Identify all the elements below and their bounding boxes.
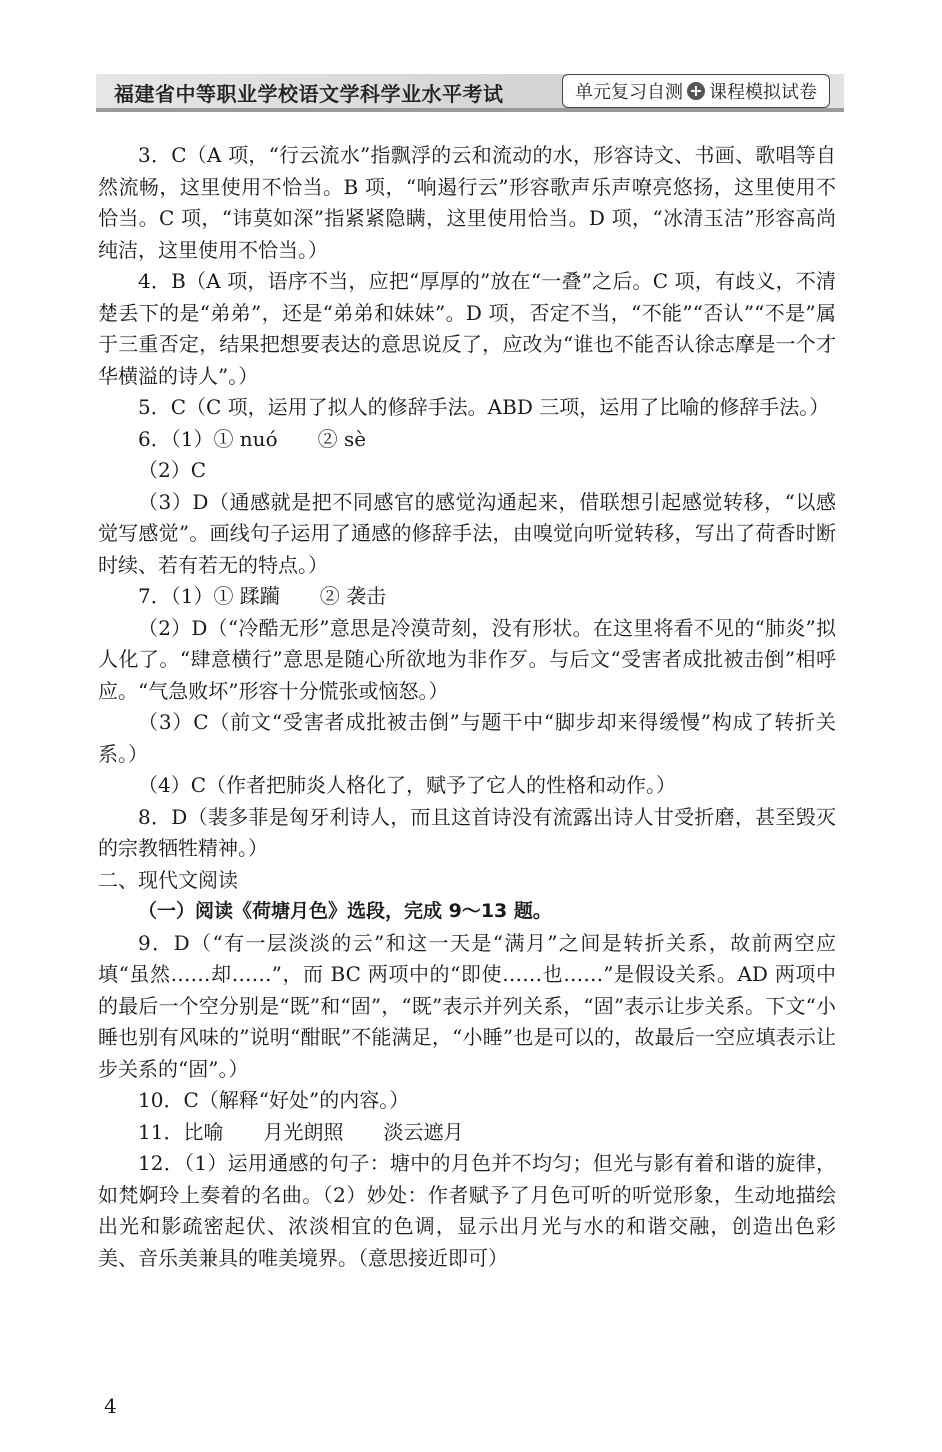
- answer-5: 5．C（C 项，运用了拟人的修辞手法。ABD 三项，运用了比喻的修辞手法。）: [138, 395, 830, 419]
- page-header: [96, 66, 844, 118]
- header-series-box: [562, 74, 830, 108]
- subsection-heading: （一）阅读《荷塘月色》选段，完成 9～13 题。: [138, 900, 552, 922]
- header-box-left: 单元复习自测: [575, 82, 683, 103]
- answer-6-3: （3）D（通感就是把不同感官的感觉沟通起来，借联想引起感觉转移，“以感觉写感觉”。画线句子运用了通感的修辞手法，由嗅觉向听觉转移，写出了荷香时断时续、若有若无的特点。）: [98, 489, 836, 577]
- answer-7-1: 7．（1）① 蹂躏 ② 袭击: [138, 584, 387, 608]
- answer-7-4: （4）C（作者把肺炎人格化了，赋予了它人的性格和动作。）: [138, 773, 677, 797]
- answer-7-2: （2）D（“冷酷无形”意思是冷漠苛刻，没有形状。在这里将看不见的“肺炎”拟人化了。“肆意横行”意思是随心所欲地为非作歹。与后文“受害者成批被击倒”相呼应。“气急败坏”形容十分慌张或恼怒。）: [98, 615, 836, 703]
- answer-3: 3．C（A 项，“行云流水”指飘浮的云和流动的水，形容诗文、书画、歌唱等自然流畅，这里使用不恰当。B 项，“响遏行云”形容歌声乐声嘹亮悠扬，这里使用不恰当。C 项，“讳莫如深”指紧紧隐瞒，这里使用恰当。D 项，“冰清玉洁”形容高尚纯洁，这里使用不恰当。）: [98, 143, 836, 262]
- answer-12: 12．（1）运用通感的句子：塘中的月色并不均匀；但光与影有着和谐的旋律，如梵婀玲上奏着的名曲。（2）妙处：作者赋予了月色可听的听觉形象，生动地描绘出光和影疏密起伏、浓淡相宜的色调，显示出月光与水的和谐交融，创造出色彩美、音乐美兼具的唯美境界。（意思接近即可）: [98, 1151, 836, 1270]
- header-box-right: 课程模拟试卷: [709, 82, 817, 103]
- section-heading: 二、现代文阅读: [98, 867, 238, 892]
- answer-10: 10．C（解释“好处”的内容。）: [138, 1088, 410, 1112]
- answer-6-1: 6．（1）① nuó ② sè: [138, 426, 367, 451]
- answer-4: 4．B（A 项，语序不当，应把“厚厚的”放在“一叠”之后。C 项，有歧义，不清楚丢下的是“弟弟”，还是“弟弟和妹妹”。D 项，否定不当，“不能”“否认”“不是”属于三重否定，结果把想要表达的意思说反了，应改为“谁也不能否认徐志摩是一个才华横溢的诗人”。）: [98, 269, 836, 388]
- answer-11: 11．比喻 月光朗照 淡云遮月: [138, 1119, 464, 1144]
- answer-6-2: （2）C: [138, 458, 207, 482]
- answer-content: [98, 140, 836, 1274]
- header-title: 福建省中等职业学校语文学科学业水平考试: [114, 82, 504, 106]
- answer-7-3: （3）C（前文“受害者成批被击倒”与题干中“脚步却来得缓慢”构成了转折关系。）: [98, 710, 836, 766]
- plus-circle-icon: +: [687, 82, 705, 100]
- answer-9: 9．D（“有一层淡淡的云”和这一天是“满月”之间是转折关系，故前两空应填“虽然……却……”，而 BC 两项中的“即使……也……”是假设关系。AD 两项中的最后一个空分别是“既”和“固”，“既”表示并列关系，“固”表示让步关系。下文“小睡也别有风味的”说明“酣眠”不能满足，“小睡”也是可以的，故最后一空应填表示让步关系的“固”。）: [98, 930, 836, 1081]
- answer-8: 8．D（裴多菲是匈牙利诗人，而且这首诗没有流露出诗人甘受折磨，甚至毁灭的宗教牺牲精神。）: [98, 804, 836, 860]
- page-number: 4: [104, 1394, 117, 1418]
